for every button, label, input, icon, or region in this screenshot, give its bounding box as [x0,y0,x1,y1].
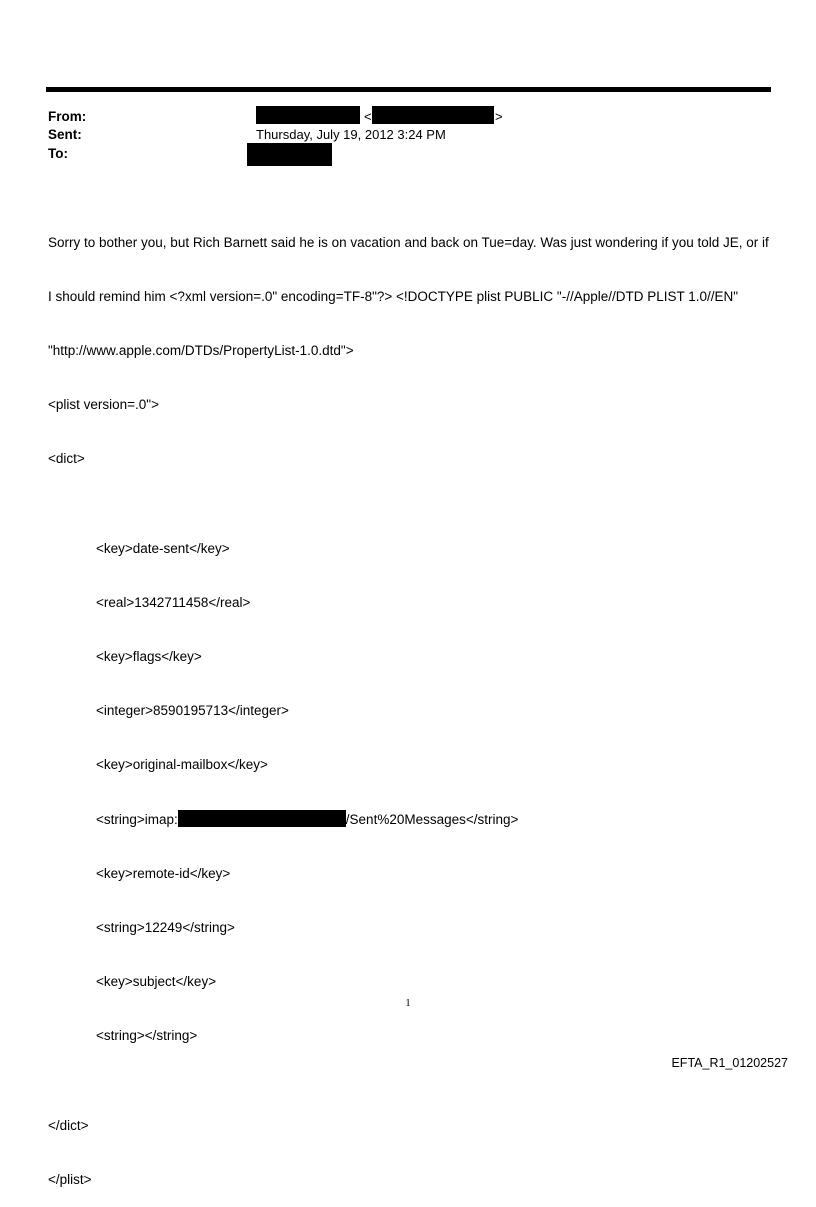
dict-close: </dict> [48,1118,89,1133]
plist-line: <key>date-sent</key> [96,541,230,556]
from-email-redaction [372,106,494,124]
sent-value: Thursday, July 19, 2012 3:24 PM [256,127,446,142]
plist-line: <string></string> [96,1028,198,1043]
dict-contents [48,504,778,1081]
sent-label: Sent: [48,127,82,142]
body-line: Sorry to bother you, but Rich Barnett said he is on vacation and back on Tue=day. Was just wondering if you told JE, or if [48,235,769,250]
from-name-redaction [256,106,360,124]
plist-line: <key>subject</key> [96,974,217,989]
plist-line: <key>flags</key> [96,649,202,664]
email-body [48,198,778,1207]
plist-line: <key>original-mailbox</key> [96,757,268,772]
imap-suffix: /Sent%20Messages</string> [345,812,519,827]
body-line: I should remind him <?xml version=.0" encoding=TF-8"?> <!DOCTYPE plist PUBLIC "-//Apple//DTD PLIST 1.0//EN" [48,289,739,304]
dict-open: <dict> [48,451,85,466]
imap-line [96,810,778,829]
plist-close: </plist> [48,1172,92,1187]
header-rule [46,87,771,92]
to-redaction [247,143,332,166]
body-line: "http://www.apple.com/DTDs/PropertyList-1.0.dtd"> [48,343,354,358]
page-number: 1 [405,997,411,1009]
plist-line: <string>12249</string> [96,920,235,935]
imap-prefix: <string>imap: [96,812,178,827]
from-email-open-bracket: < [364,109,372,124]
imap-redaction [178,810,346,827]
plist-line: <integer>8590195713</integer> [96,703,289,718]
plist-line: <real>1342711458</real> [96,595,251,610]
from-label: From: [48,109,87,124]
to-label: To: [48,146,68,161]
plist-open: <plist version=.0"> [48,397,159,412]
plist-line: <key>remote-id</key> [96,866,231,881]
from-email-close-bracket: > [495,109,503,124]
bates-number: EFTA_R1_01202527 [671,1056,788,1070]
